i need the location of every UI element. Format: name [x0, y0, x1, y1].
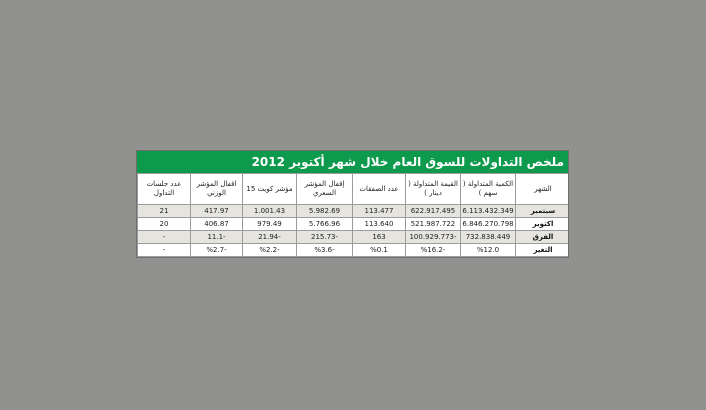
cell-kuwait15: -21.94 — [243, 231, 297, 244]
cell-kuwait15: 1.001.43 — [243, 205, 297, 218]
cell-month: اكتوبر — [516, 218, 570, 231]
cell-quantity: %12.0 — [461, 244, 516, 257]
trading-summary-table — [137, 173, 569, 257]
trading-summary-card — [136, 150, 569, 258]
cell-value: -%16.2 — [406, 244, 461, 257]
cell-sessions: - — [138, 244, 191, 257]
cell-quantity: 6.113.432.349 — [461, 205, 516, 218]
cell-month: سبتمبر — [516, 205, 570, 218]
cell-month: التغير — [516, 244, 570, 257]
cell-weighted-index: -%2.7 — [191, 244, 243, 257]
cell-price-index: 5.982.69 — [297, 205, 353, 218]
header-price-index: إقفال المؤشر السعري — [297, 174, 353, 205]
cell-value: 521.987.722 — [406, 218, 461, 231]
cell-sessions: 20 — [138, 218, 191, 231]
table-title: ملخص التداولات للسوق العام خلال شهر أكتوبر 2012 — [137, 151, 568, 173]
cell-kuwait15: -%2.2 — [243, 244, 297, 257]
cell-sessions: - — [138, 231, 191, 244]
cell-month: الفرق — [516, 231, 570, 244]
header-row — [138, 174, 570, 205]
table-row — [138, 231, 570, 244]
cell-weighted-index: 417.97 — [191, 205, 243, 218]
cell-quantity: 6.846.270.798 — [461, 218, 516, 231]
header-sessions: عدد جلسات التداول — [138, 174, 191, 205]
cell-deals: %0.1 — [353, 244, 406, 257]
header-kuwait15: مؤشر كويت 15 — [243, 174, 297, 205]
table-row — [138, 205, 570, 218]
header-value: القيمة المتداولة ( دينار ) — [406, 174, 461, 205]
table-row — [138, 244, 570, 257]
header-weighted-index: اقفال المؤشر الوزني — [191, 174, 243, 205]
header-deals: عدد الصفقات — [353, 174, 406, 205]
header-quantity: الكمية المتداولة ( سهم ) — [461, 174, 516, 205]
cell-price-index: -215.73 — [297, 231, 353, 244]
cell-kuwait15: 979.49 — [243, 218, 297, 231]
cell-deals: 163 — [353, 231, 406, 244]
cell-value: -100.929.773 — [406, 231, 461, 244]
table-row — [138, 218, 570, 231]
cell-weighted-index: -11.1 — [191, 231, 243, 244]
cell-value: 622.917.495 — [406, 205, 461, 218]
cell-weighted-index: 406.87 — [191, 218, 243, 231]
cell-quantity: 732.838.449 — [461, 231, 516, 244]
cell-price-index: -%3.6 — [297, 244, 353, 257]
header-month: الشهر — [516, 174, 570, 205]
cell-sessions: 21 — [138, 205, 191, 218]
cell-deals: 113.640 — [353, 218, 406, 231]
cell-deals: 113.477 — [353, 205, 406, 218]
cell-price-index: 5.766.96 — [297, 218, 353, 231]
